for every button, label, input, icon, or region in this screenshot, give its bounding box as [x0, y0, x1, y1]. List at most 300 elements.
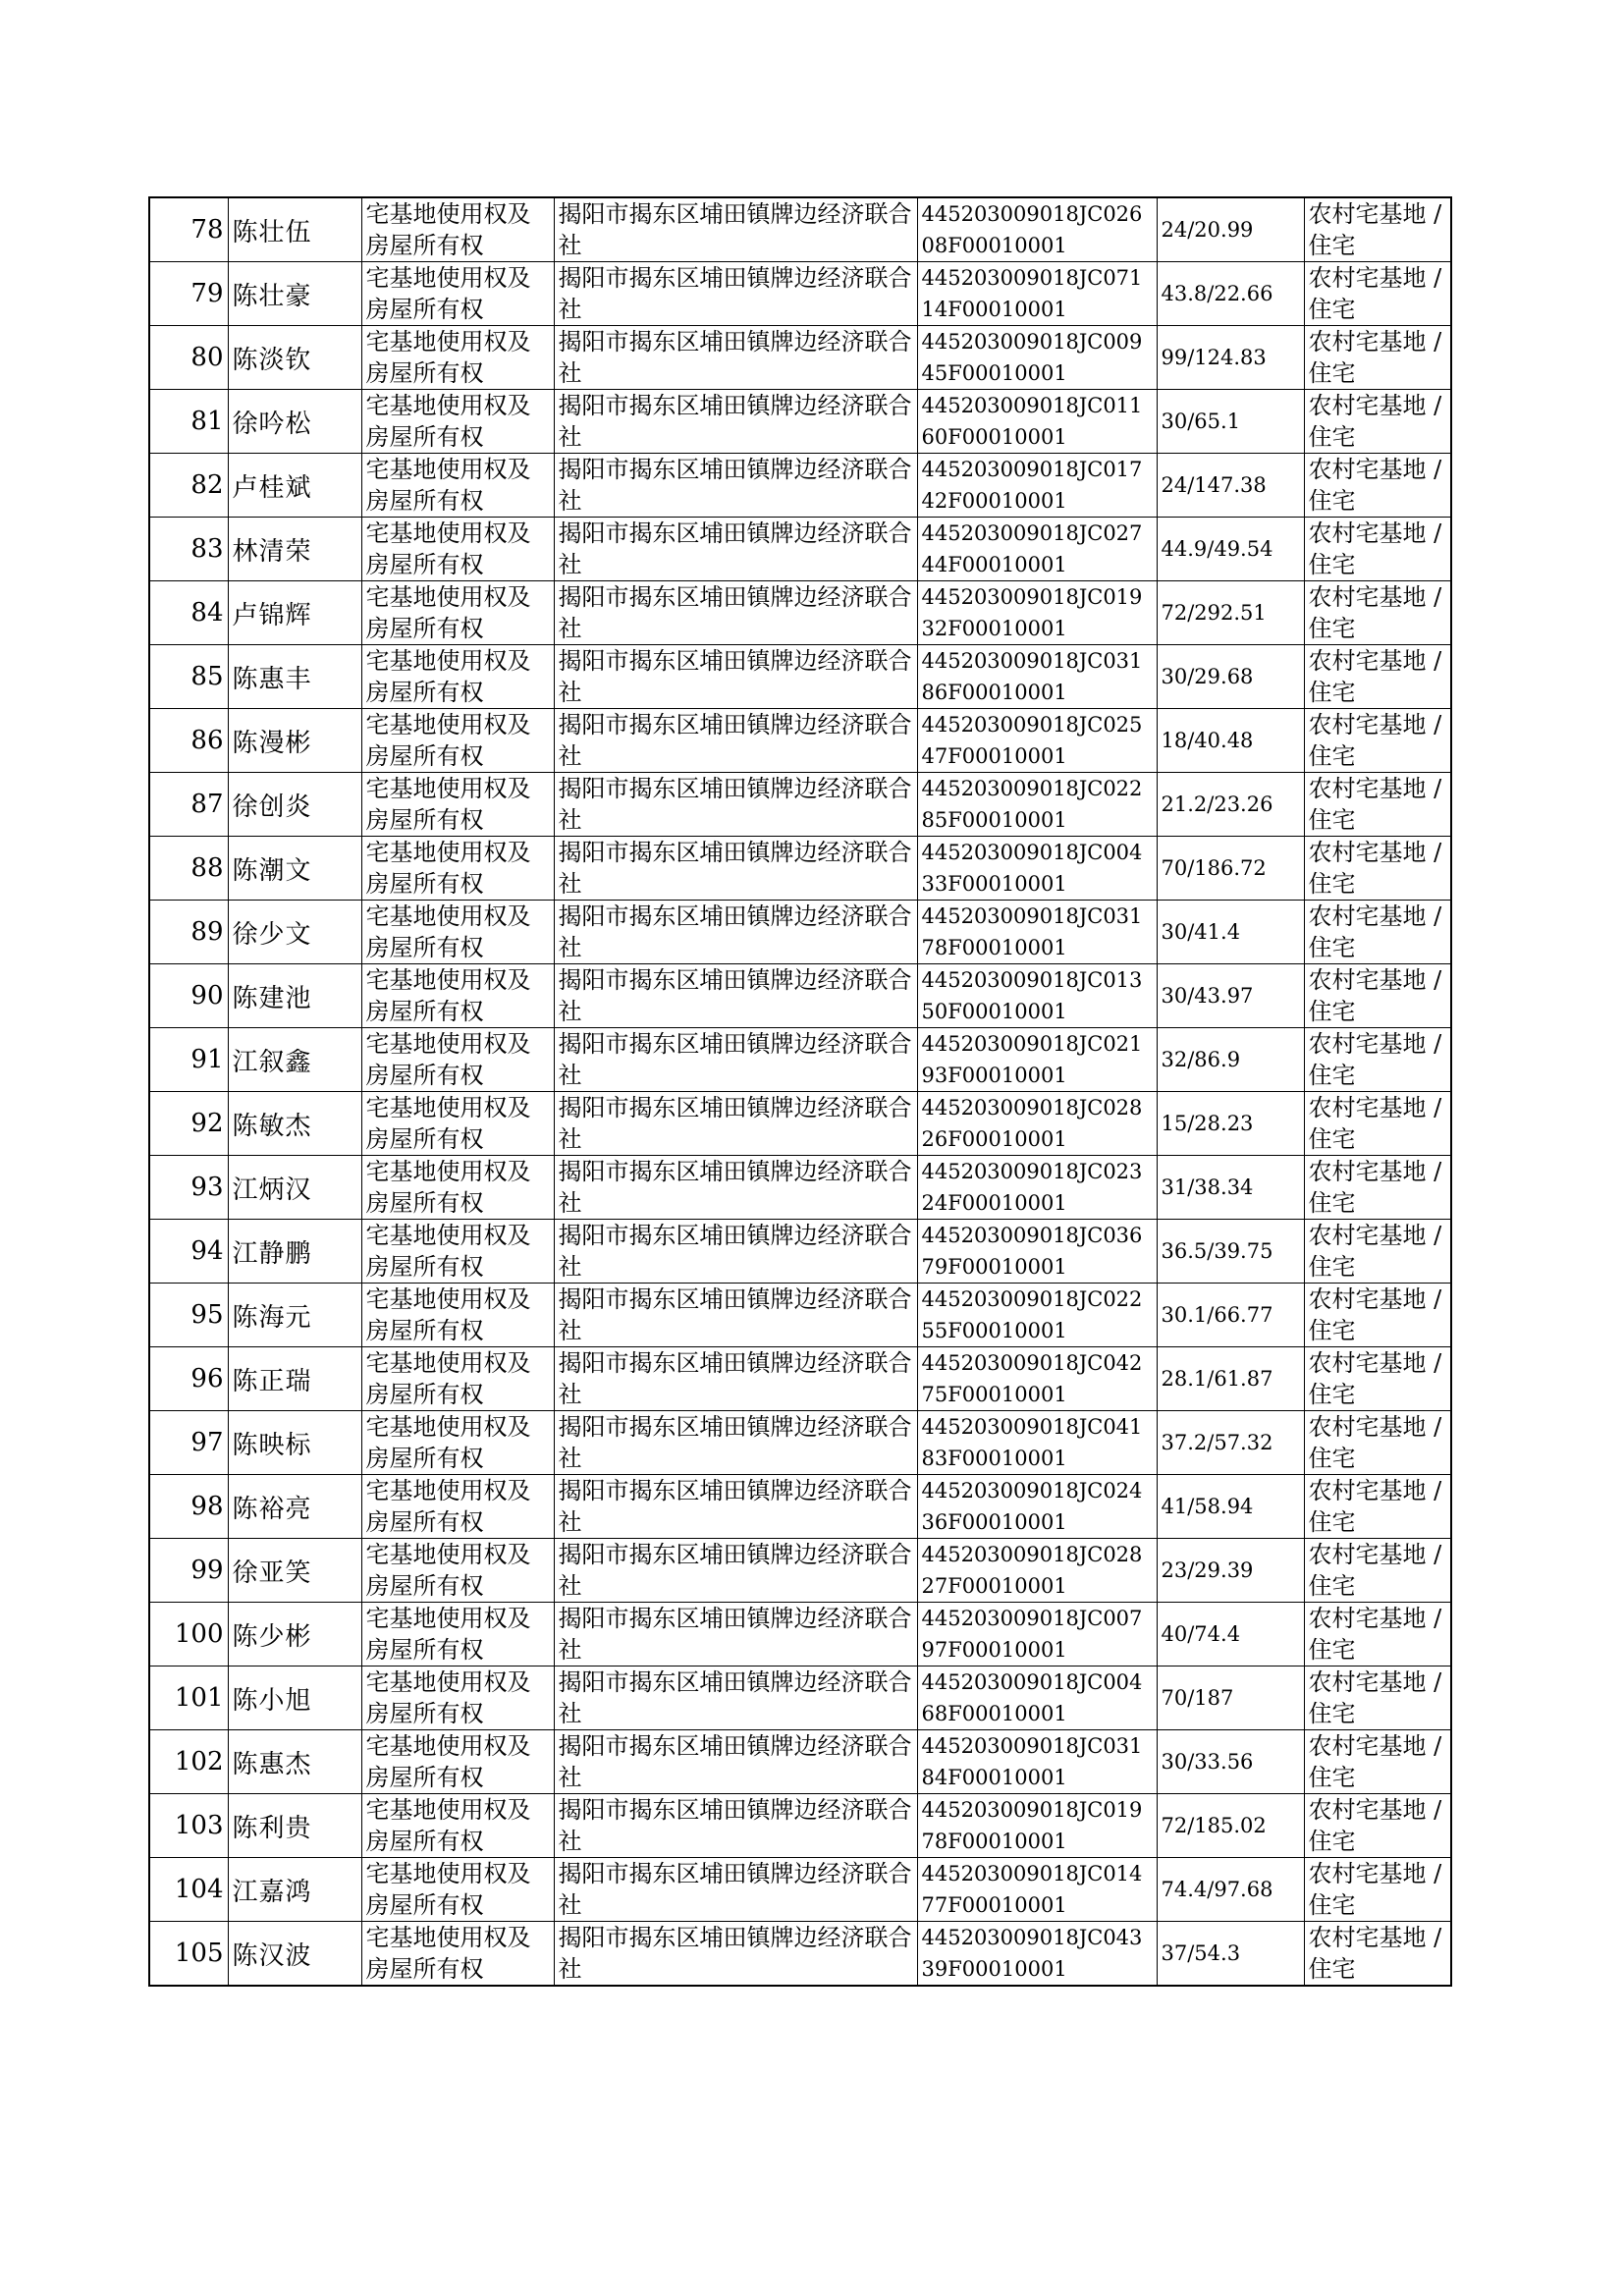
parcel-code-cell	[917, 709, 1157, 773]
right-type-cell	[361, 326, 554, 390]
owner-name: 陈惠杰	[232, 1749, 312, 1779]
table-row	[149, 837, 1451, 901]
land-owner: 揭阳市揭东区埔田镇牌边经济联合社	[558, 392, 912, 451]
parcel-code-cell	[917, 1794, 1157, 1858]
name-cell	[228, 1858, 361, 1922]
parcel-code: 445203009018JC02744F00010001	[921, 521, 1143, 576]
area-cell	[1157, 1603, 1304, 1667]
right-type: 宅基地使用权及房屋所有权	[365, 647, 531, 706]
area-value: 30/65.1	[1161, 410, 1241, 433]
area-cell	[1157, 1667, 1304, 1730]
land-owner: 揭阳市揭东区埔田镇牌边经济联合社	[558, 1477, 912, 1536]
land-use: 农村宅基地 / 住宅	[1308, 392, 1442, 451]
parcel-code: 445203009018JC00945F00010001	[921, 330, 1143, 385]
parcel-code-cell	[917, 1858, 1157, 1922]
area-value: 41/58.94	[1161, 1495, 1254, 1518]
parcel-code: 445203009018JC02826F00010001	[921, 1096, 1143, 1151]
use-cell	[1304, 1411, 1451, 1475]
parcel-code: 445203009018JC02436F00010001	[921, 1479, 1143, 1534]
right-type: 宅基地使用权及房屋所有权	[365, 1668, 531, 1727]
row-number-cell	[149, 1730, 228, 1794]
area-cell	[1157, 197, 1304, 262]
row-number-cell	[149, 1539, 228, 1603]
land-owner: 揭阳市揭东区埔田镇牌边经济联合社	[558, 1668, 912, 1727]
area-cell	[1157, 1347, 1304, 1411]
area-value: 32/86.9	[1161, 1048, 1241, 1071]
owner-name: 陈利贵	[232, 1813, 312, 1843]
land-owner: 揭阳市揭东区埔田镇牌边经济联合社	[558, 1796, 912, 1855]
area-cell	[1157, 901, 1304, 964]
land-owner: 揭阳市揭东区埔田镇牌边经济联合社	[558, 456, 912, 515]
land-use: 农村宅基地 / 住宅	[1308, 1030, 1442, 1089]
right-type: 宅基地使用权及房屋所有权	[365, 1030, 531, 1089]
land-owner-cell	[554, 837, 917, 901]
row-number-cell	[149, 773, 228, 837]
parcel-code: 445203009018JC02255F00010001	[921, 1287, 1143, 1342]
parcel-code-cell	[917, 518, 1157, 581]
owner-name: 卢锦辉	[232, 600, 312, 630]
table-row	[149, 1220, 1451, 1284]
parcel-code-cell	[917, 581, 1157, 645]
area-value: 30.1/66.77	[1161, 1303, 1273, 1327]
land-owner-cell	[554, 1603, 917, 1667]
parcel-code-cell	[917, 1475, 1157, 1539]
row-number-cell	[149, 326, 228, 390]
row-number-cell	[149, 1092, 228, 1156]
use-cell	[1304, 1347, 1451, 1411]
land-use: 农村宅基地 / 住宅	[1308, 264, 1442, 323]
parcel-code-cell	[917, 964, 1157, 1028]
row-number: 91	[190, 1045, 224, 1074]
name-cell	[228, 390, 361, 454]
right-type: 宅基地使用权及房屋所有权	[365, 519, 531, 578]
row-number-cell	[149, 1411, 228, 1475]
row-number-cell	[149, 1284, 228, 1347]
use-cell	[1304, 1603, 1451, 1667]
name-cell	[228, 1284, 361, 1347]
land-owner: 揭阳市揭东区埔田镇牌边经济联合社	[558, 264, 912, 323]
area-cell	[1157, 1220, 1304, 1284]
row-number-cell	[149, 1794, 228, 1858]
owner-name: 江嘉鸿	[232, 1877, 312, 1907]
area-cell	[1157, 1028, 1304, 1092]
table-row	[149, 1539, 1451, 1603]
parcel-code: 445203009018JC01477F00010001	[921, 1862, 1143, 1917]
row-number-cell	[149, 964, 228, 1028]
table-row	[149, 901, 1451, 964]
area-value: 72/185.02	[1161, 1814, 1267, 1837]
registry-table-body	[149, 197, 1451, 1986]
land-owner-cell	[554, 709, 917, 773]
row-number-cell	[149, 518, 228, 581]
row-number: 104	[174, 1875, 224, 1904]
use-cell	[1304, 326, 1451, 390]
right-type: 宅基地使用权及房屋所有权	[365, 902, 531, 961]
right-type: 宅基地使用权及房屋所有权	[365, 1349, 531, 1408]
use-cell	[1304, 1922, 1451, 1987]
row-number: 99	[190, 1556, 224, 1585]
row-number: 100	[174, 1619, 224, 1649]
use-cell	[1304, 1475, 1451, 1539]
parcel-code-cell	[917, 1411, 1157, 1475]
name-cell	[228, 1667, 361, 1730]
land-owner-cell	[554, 390, 917, 454]
right-type-cell	[361, 518, 554, 581]
area-value: 30/29.68	[1161, 665, 1254, 688]
land-owner: 揭阳市揭东区埔田镇牌边经济联合社	[558, 519, 912, 578]
row-number-cell	[149, 581, 228, 645]
right-type-cell	[361, 454, 554, 518]
land-owner-cell	[554, 262, 917, 326]
parcel-code-cell	[917, 901, 1157, 964]
parcel-code: 445203009018JC01742F00010001	[921, 458, 1143, 513]
row-number-cell	[149, 454, 228, 518]
use-cell	[1304, 581, 1451, 645]
row-number-cell	[149, 390, 228, 454]
land-use: 农村宅基地 / 住宅	[1308, 200, 1442, 259]
use-cell	[1304, 518, 1451, 581]
row-number: 101	[174, 1683, 224, 1713]
right-type: 宅基地使用权及房屋所有权	[365, 392, 531, 451]
area-cell	[1157, 390, 1304, 454]
use-cell	[1304, 262, 1451, 326]
land-owner-cell	[554, 1667, 917, 1730]
owner-name: 陈汉波	[232, 1940, 312, 1971]
right-type-cell	[361, 197, 554, 262]
row-number-cell	[149, 262, 228, 326]
name-cell	[228, 454, 361, 518]
row-number: 79	[190, 279, 224, 308]
name-cell	[228, 1730, 361, 1794]
area-cell	[1157, 326, 1304, 390]
row-number: 87	[190, 790, 224, 819]
parcel-code: 445203009018JC02193F00010001	[921, 1032, 1143, 1087]
land-use: 农村宅基地 / 住宅	[1308, 1285, 1442, 1344]
area-value: 36.5/39.75	[1161, 1239, 1273, 1263]
land-use: 农村宅基地 / 住宅	[1308, 1222, 1442, 1281]
land-owner: 揭阳市揭东区埔田镇牌边经济联合社	[558, 902, 912, 961]
land-owner: 揭阳市揭东区埔田镇牌边经济联合社	[558, 839, 912, 898]
owner-name: 陈敏杰	[232, 1111, 312, 1141]
row-number-cell	[149, 1667, 228, 1730]
name-cell	[228, 1475, 361, 1539]
parcel-code-cell	[917, 1730, 1157, 1794]
registry-table	[148, 196, 1452, 1987]
right-type: 宅基地使用权及房屋所有权	[365, 200, 531, 259]
use-cell	[1304, 1730, 1451, 1794]
use-cell	[1304, 1858, 1451, 1922]
land-use: 农村宅基地 / 住宅	[1308, 1158, 1442, 1217]
land-owner: 揭阳市揭东区埔田镇牌边经济联合社	[558, 1094, 912, 1153]
owner-name: 陈映标	[232, 1430, 312, 1460]
land-use: 农村宅基地 / 住宅	[1308, 1541, 1442, 1600]
parcel-code-cell	[917, 1220, 1157, 1284]
right-type: 宅基地使用权及房屋所有权	[365, 328, 531, 387]
row-number: 78	[190, 215, 224, 245]
right-type-cell	[361, 1667, 554, 1730]
owner-name: 陈建池	[232, 983, 312, 1013]
table-row	[149, 773, 1451, 837]
land-use: 农村宅基地 / 住宅	[1308, 902, 1442, 961]
row-number-cell	[149, 645, 228, 709]
right-type: 宅基地使用权及房屋所有权	[365, 1413, 531, 1472]
name-cell	[228, 1794, 361, 1858]
area-cell	[1157, 1730, 1304, 1794]
land-owner-cell	[554, 518, 917, 581]
table-row	[149, 262, 1451, 326]
owner-name: 陈淡钦	[232, 345, 312, 375]
right-type-cell	[361, 1922, 554, 1987]
row-number-cell	[149, 1603, 228, 1667]
right-type-cell	[361, 773, 554, 837]
area-cell	[1157, 1539, 1304, 1603]
row-number: 93	[190, 1173, 224, 1202]
use-cell	[1304, 1220, 1451, 1284]
owner-name: 徐亚笑	[232, 1557, 312, 1588]
right-type-cell	[361, 1284, 554, 1347]
land-owner: 揭阳市揭东区埔田镇牌边经济联合社	[558, 775, 912, 834]
name-cell	[228, 964, 361, 1028]
area-value: 28.1/61.87	[1161, 1367, 1273, 1391]
area-cell	[1157, 1284, 1304, 1347]
use-cell	[1304, 390, 1451, 454]
land-owner-cell	[554, 1156, 917, 1220]
name-cell	[228, 581, 361, 645]
land-use: 农村宅基地 / 住宅	[1308, 1860, 1442, 1919]
land-owner-cell	[554, 1475, 917, 1539]
right-type: 宅基地使用权及房屋所有权	[365, 1924, 531, 1983]
area-value: 18/40.48	[1161, 729, 1254, 752]
area-value: 37.2/57.32	[1161, 1431, 1273, 1454]
row-number: 94	[190, 1236, 224, 1266]
row-number: 105	[174, 1939, 224, 1968]
land-owner: 揭阳市揭东区埔田镇牌边经济联合社	[558, 1030, 912, 1089]
area-value: 24/147.38	[1161, 473, 1267, 497]
name-cell	[228, 1220, 361, 1284]
land-owner: 揭阳市揭东区埔田镇牌边经济联合社	[558, 966, 912, 1025]
land-owner: 揭阳市揭东区埔田镇牌边经济联合社	[558, 1285, 912, 1344]
land-use: 农村宅基地 / 住宅	[1308, 1924, 1442, 1983]
area-value: 15/28.23	[1161, 1112, 1254, 1135]
right-type: 宅基地使用权及房屋所有权	[365, 1605, 531, 1664]
land-use: 农村宅基地 / 住宅	[1308, 711, 1442, 770]
right-type-cell	[361, 1475, 554, 1539]
owner-name: 陈裕亮	[232, 1494, 312, 1524]
area-cell	[1157, 1411, 1304, 1475]
area-value: 30/41.4	[1161, 920, 1241, 944]
land-owner-cell	[554, 773, 917, 837]
land-owner: 揭阳市揭东区埔田镇牌边经济联合社	[558, 711, 912, 770]
use-cell	[1304, 1156, 1451, 1220]
row-number: 102	[174, 1747, 224, 1776]
row-number: 83	[190, 534, 224, 564]
owner-name: 江叙鑫	[232, 1047, 312, 1077]
right-type: 宅基地使用权及房屋所有权	[365, 1158, 531, 1217]
parcel-code-cell	[917, 645, 1157, 709]
right-type: 宅基地使用权及房屋所有权	[365, 1285, 531, 1344]
land-owner-cell	[554, 1220, 917, 1284]
area-value: 30/43.97	[1161, 984, 1254, 1008]
area-value: 99/124.83	[1161, 346, 1267, 369]
right-type: 宅基地使用权及房屋所有权	[365, 1860, 531, 1919]
land-owner: 揭阳市揭东区埔田镇牌边经济联合社	[558, 1222, 912, 1281]
owner-name: 陈漫彬	[232, 728, 312, 758]
name-cell	[228, 1411, 361, 1475]
land-owner-cell	[554, 1794, 917, 1858]
row-number: 95	[190, 1300, 224, 1330]
row-number: 86	[190, 726, 224, 755]
land-owner-cell	[554, 1028, 917, 1092]
table-row	[149, 1794, 1451, 1858]
right-type: 宅基地使用权及房屋所有权	[365, 583, 531, 642]
land-owner: 揭阳市揭东区埔田镇牌边经济联合社	[558, 328, 912, 387]
owner-name: 徐创炎	[232, 792, 312, 822]
table-row	[149, 1922, 1451, 1987]
parcel-code: 445203009018JC03184F00010001	[921, 1734, 1143, 1789]
parcel-code-cell	[917, 1347, 1157, 1411]
use-cell	[1304, 709, 1451, 773]
parcel-code: 445203009018JC03186F00010001	[921, 649, 1143, 704]
parcel-code-cell	[917, 1156, 1157, 1220]
parcel-code-cell	[917, 1603, 1157, 1667]
table-row	[149, 581, 1451, 645]
table-row	[149, 645, 1451, 709]
parcel-code-cell	[917, 1667, 1157, 1730]
table-row	[149, 1284, 1451, 1347]
right-type: 宅基地使用权及房屋所有权	[365, 711, 531, 770]
area-cell	[1157, 518, 1304, 581]
land-use: 农村宅基地 / 住宅	[1308, 328, 1442, 387]
row-number: 80	[190, 343, 224, 372]
parcel-code: 445203009018JC01350F00010001	[921, 968, 1143, 1023]
row-number: 92	[190, 1109, 224, 1138]
row-number: 97	[190, 1428, 224, 1457]
land-use: 农村宅基地 / 住宅	[1308, 775, 1442, 834]
name-cell	[228, 645, 361, 709]
parcel-code: 445203009018JC02608F00010001	[921, 202, 1143, 257]
parcel-code: 445203009018JC02285F00010001	[921, 777, 1143, 832]
right-type-cell	[361, 1794, 554, 1858]
area-cell	[1157, 645, 1304, 709]
owner-name: 陈潮文	[232, 855, 312, 886]
table-row	[149, 1156, 1451, 1220]
use-cell	[1304, 645, 1451, 709]
owner-name: 林清荣	[232, 536, 312, 567]
land-use: 农村宅基地 / 住宅	[1308, 1732, 1442, 1791]
right-type-cell	[361, 1092, 554, 1156]
name-cell	[228, 709, 361, 773]
use-cell	[1304, 197, 1451, 262]
area-value: 24/20.99	[1161, 218, 1254, 242]
row-number-cell	[149, 197, 228, 262]
name-cell	[228, 773, 361, 837]
row-number: 89	[190, 917, 224, 947]
right-type-cell	[361, 1858, 554, 1922]
land-owner-cell	[554, 454, 917, 518]
table-row	[149, 964, 1451, 1028]
land-owner: 揭阳市揭东区埔田镇牌边经济联合社	[558, 1732, 912, 1791]
area-value: 43.8/22.66	[1161, 282, 1273, 305]
row-number-cell	[149, 1028, 228, 1092]
table-row	[149, 390, 1451, 454]
land-owner: 揭阳市揭东区埔田镇牌边经济联合社	[558, 583, 912, 642]
parcel-code-cell	[917, 326, 1157, 390]
name-cell	[228, 518, 361, 581]
row-number-cell	[149, 901, 228, 964]
parcel-code-cell	[917, 197, 1157, 262]
name-cell	[228, 901, 361, 964]
row-number: 96	[190, 1364, 224, 1393]
row-number-cell	[149, 1220, 228, 1284]
row-number-cell	[149, 1475, 228, 1539]
owner-name: 陈小旭	[232, 1685, 312, 1716]
land-use: 农村宅基地 / 住宅	[1308, 1477, 1442, 1536]
right-type: 宅基地使用权及房屋所有权	[365, 1732, 531, 1791]
area-value: 31/38.34	[1161, 1175, 1254, 1199]
parcel-code-cell	[917, 390, 1157, 454]
parcel-code: 445203009018JC03178F00010001	[921, 904, 1143, 959]
parcel-code: 445203009018JC01978F00010001	[921, 1798, 1143, 1853]
parcel-code: 445203009018JC01160F00010001	[921, 394, 1143, 449]
land-owner-cell	[554, 197, 917, 262]
parcel-code: 445203009018JC04275F00010001	[921, 1351, 1143, 1406]
right-type-cell	[361, 1347, 554, 1411]
parcel-code: 445203009018JC04339F00010001	[921, 1926, 1143, 1981]
land-owner: 揭阳市揭东区埔田镇牌边经济联合社	[558, 1605, 912, 1664]
row-number: 103	[174, 1811, 224, 1840]
area-cell	[1157, 454, 1304, 518]
use-cell	[1304, 1667, 1451, 1730]
table-row	[149, 1092, 1451, 1156]
right-type: 宅基地使用权及房屋所有权	[365, 1222, 531, 1281]
use-cell	[1304, 1092, 1451, 1156]
land-owner-cell	[554, 1092, 917, 1156]
area-cell	[1157, 964, 1304, 1028]
land-owner-cell	[554, 326, 917, 390]
area-value: 37/54.3	[1161, 1941, 1241, 1965]
area-cell	[1157, 1858, 1304, 1922]
row-number-cell	[149, 1858, 228, 1922]
row-number: 88	[190, 853, 224, 883]
table-row	[149, 326, 1451, 390]
area-value: 44.9/49.54	[1161, 537, 1273, 561]
area-value: 23/29.39	[1161, 1558, 1254, 1582]
land-owner-cell	[554, 1411, 917, 1475]
use-cell	[1304, 901, 1451, 964]
right-type-cell	[361, 1156, 554, 1220]
land-owner: 揭阳市揭东区埔田镇牌边经济联合社	[558, 1924, 912, 1983]
land-owner-cell	[554, 1284, 917, 1347]
right-type-cell	[361, 1539, 554, 1603]
land-owner: 揭阳市揭东区埔田镇牌边经济联合社	[558, 1541, 912, 1600]
right-type-cell	[361, 964, 554, 1028]
table-row	[149, 197, 1451, 262]
use-cell	[1304, 837, 1451, 901]
row-number-cell	[149, 1156, 228, 1220]
table-row	[149, 1667, 1451, 1730]
land-use: 农村宅基地 / 住宅	[1308, 519, 1442, 578]
land-use: 农村宅基地 / 住宅	[1308, 1796, 1442, 1855]
right-type: 宅基地使用权及房屋所有权	[365, 1796, 531, 1855]
right-type: 宅基地使用权及房屋所有权	[365, 966, 531, 1025]
right-type: 宅基地使用权及房屋所有权	[365, 775, 531, 834]
parcel-code-cell	[917, 454, 1157, 518]
right-type-cell	[361, 1603, 554, 1667]
table-row	[149, 1603, 1451, 1667]
right-type: 宅基地使用权及房屋所有权	[365, 1541, 531, 1600]
land-owner-cell	[554, 964, 917, 1028]
area-cell	[1157, 1092, 1304, 1156]
